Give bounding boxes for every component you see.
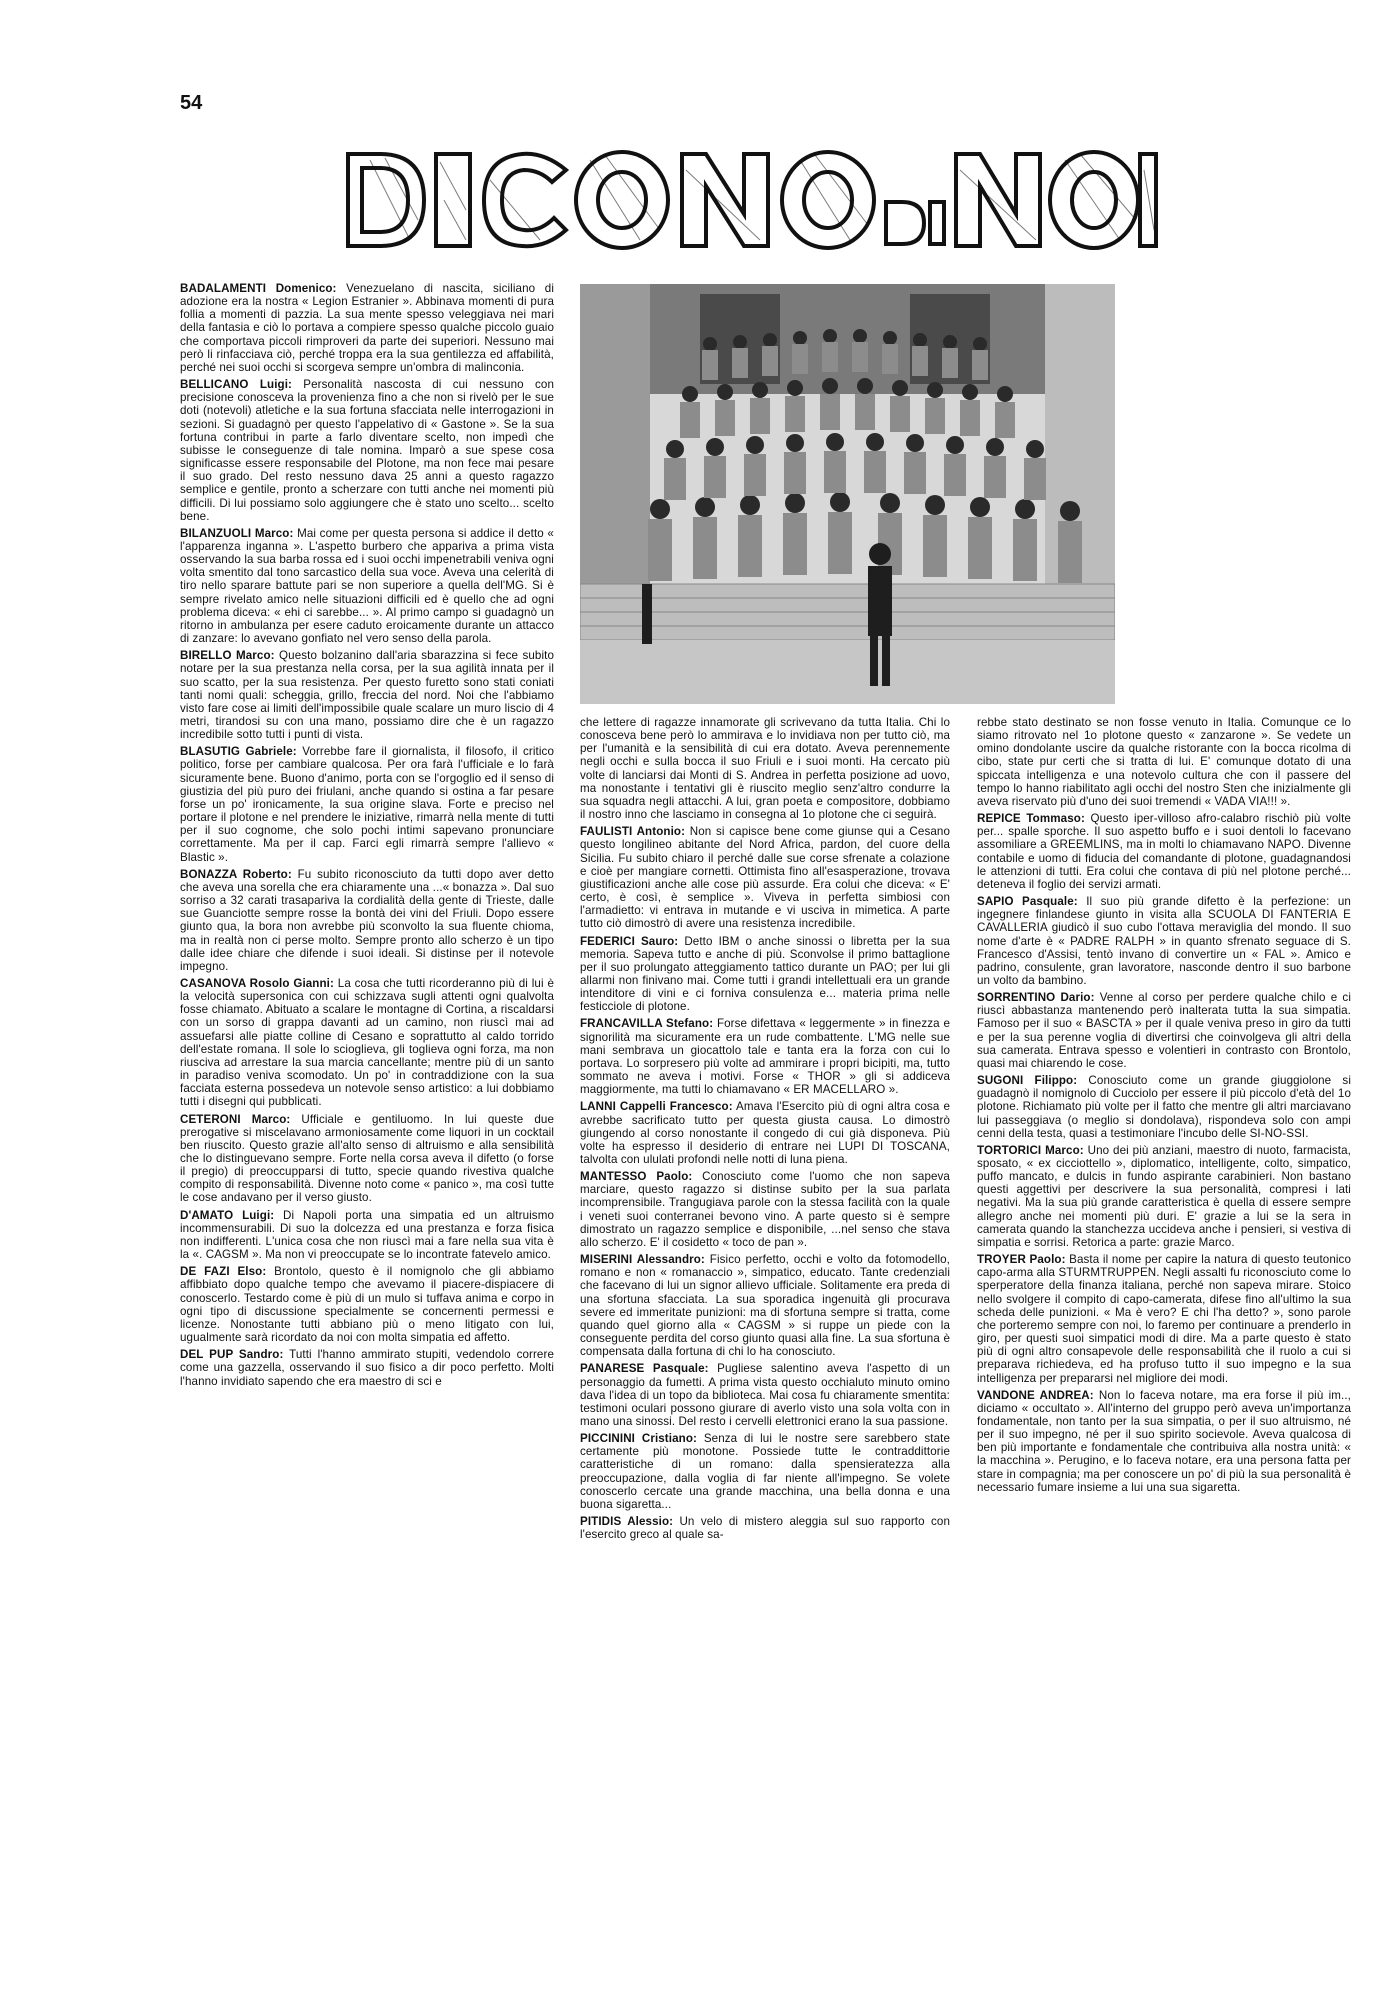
profile-text: che lettere di ragazze innamorate gli scrivevano da tutta Italia. Chi lo conosceva bene però lo ammirava e lo invidiava non per tutto ciò, ma per l'umanità e la sensibilità di cui era dotato. Aveva perennemente negli occhi e sulla bocca il suo Friuli e i suoi monti. Ha cercato più volte di lanciarsi dai Monti di S. Andrea in perfetta posizione ad uovo, ma nonostante i tentativi gli è riuscito meglio senz'altro condurre la sua squadra negli attacchi. A lui, gran poeta e compositore, dobbiamo il nostro inno che lasciamo in consegna al 1o plotone che ci seguirà. [580, 716, 950, 822]
profile-entry [977, 812, 1351, 891]
profile-entry [180, 378, 554, 523]
profile-name: CETERONI Marco: [180, 1112, 291, 1126]
profile-name: LANNI Cappelli Francesco: [580, 1100, 733, 1114]
profile-name: SAPIO Pasquale: [977, 895, 1078, 909]
profile-entry [977, 895, 1351, 987]
profile-entry [580, 1362, 950, 1428]
profile-name: BONAZZA Roberto: [180, 867, 292, 881]
profile-name: BADALAMENTI Domenico: [180, 282, 337, 295]
profile-text: Un velo di mistero aleggia sul suo rapporto con l'esercito greco al quale sa- [580, 1515, 950, 1542]
profile-text: Pugliese salentino aveva l'aspetto di un personaggio da fumetti. A prima vista questo occhialuto minuto omino dava l'idea di un topo da biblioteca. Mai cosa fu chiaramente smentita: testimoni oculari possono giurare di averlo visto una sola volta con in mano una sinossi. Del resto i cervelli elettronici erano la sua passione. [580, 1362, 950, 1428]
profile-name: FRANCAVILLA Stefano: [580, 1017, 714, 1031]
profile-entry [977, 1074, 1351, 1140]
page-title [340, 140, 1160, 260]
profile-name: REPICE Tommaso: [977, 812, 1085, 826]
profile-name: BELLICANO Luigi: [180, 378, 292, 392]
profile-entry [580, 716, 950, 821]
profile-name: VANDONE ANDREA: [977, 1388, 1094, 1402]
profile-text: Basta il nome per capire la natura di questo teutonico capo-arma alla STURMTRUPPEN. Negli assalti fu riconosciuto come lo sperperatore della finanza italiana, perché non sapeva mirare. Stoico nello svolgere il compito di capo-camerata, difese fino all'ultimo la sua scheda delle punizioni. « Ma è vero? E chi l'ha detto? », sono parole che porteremo sempre con noi, lo faremo per continuare a prenderlo in giro, per questi suoi simpatici modi di dire. Ma a parte questo è stato più di ogni altro consapevole delle responsabilità che il ruolo a cui si preparava richiedeva, ed ha profuso tutto il suo impegno e la sua intelligenza per prepararsi nel migliore dei modi. [977, 1253, 1351, 1385]
profile-text: Il suo più grande difetto è la perfezione: un ingegnere finlandese giunto in visita alla SCUOLA DI FANTERIA E CAVALLERIA giudicò il suo cubo l'ottava meraviglia del mondo. Il suo nome d'arte è « PADRE RALPH » in quanto sfrenato seguace di S. Francesco d'Assisi, tentò invano di convertire un « FAL ». Amico e padrino, consulente, gran lavoratore, nasconde dentro il suo barbone un volto da bambino. [977, 895, 1351, 987]
profile-name: FEDERICI Sauro: [580, 934, 679, 948]
profile-text: Questo iper-villoso afro-calabro rischiò più volte per... spalle sporche. Il suo aspetto buffo e i suoi dentoli lo facevano assomiliare a GREEMLINS, ma in molti lo chiamavano NAPO. Divenne contabile e uomo di fiducia del comandante di plotone, guadagnandosi le attenzioni di tutti. Era colui che contava di più nel plotone perché... deteneva il foglio dei servizi armati. [977, 812, 1351, 891]
group-photo [580, 284, 1115, 704]
profile-text: Conosciuto come l'uomo che non sapeva marciare, questo ragazzo si distinse subito per la sua parlata incomprensibile. Trangugiava parole con la stessa facilità con la quale i veneti suoi conterranei bevono vino. A parte questo si è sempre dimostrato un ragazzo semplice e disponibile, ...nel senso che stava allo scherzo. E' il cosidetto « toco de pan ». [580, 1170, 950, 1249]
page-number: 54 [180, 92, 203, 114]
article-column-2 [580, 716, 950, 1988]
profile-entry [180, 649, 554, 741]
profile-text: Mai come per questa persona si addice il detto « l'apparenza inganna ». L'aspetto burbero che appariva a prima vista osservando la sua barba rossa ed i suoi occhi impenetrabili veniva ogni volta smentito dal tono sarcastico della sua voce. Aveva una celerità di tiro nello sparare battute pari se non superiore a quella dell'MG. Si è sempre rivelato amico nelle situazioni difficili ed è quello che ad ogni problema diceva: « ehi ci sarebbe... ». Al primo campo si guadagnò un ritorno in ambulanza per esere caduto eroicamente durante un attacco di zanzare: lo avevano gonfiato nel vero senso della parola. [180, 526, 554, 646]
profile-name: BILANZUOLI Marco: [180, 526, 294, 540]
profile-text: Brontolo, questo è il nomignolo che gli abbiamo affibbiato dopo qualche tempo che avevamo il piacere-dispiacere di conoscerlo. Testardo come è più di un mulo si tuffava anima e corpo in ogni tipo di discussione specialmente se concernenti permessi e licenze. Nonostante tutti abbiano più o meno litigato con lui, ugualmente sarà ricordato da noi con molta simpatia ed affetto. [180, 1265, 554, 1345]
profile-text: Detto IBM o anche sinossi o libretta per la sua memoria. Sapeva tutto e anche di più. Sconvolse il primo battaglione per il suo prolungato atteggiamento tattico durante un PAO; per lui gli allarmi non finivano mai. Come tutti i grandi intellettuali era un grande intenditore di vini e ci forniva consulenza e... materia prima nelle festicciole di plotone. [580, 934, 950, 1014]
profile-text: Fu subito riconosciuto da tutti dopo aver detto che aveva una sorella che era chiaramente una ...« bonazza ». Dal suo sorriso a 32 carati trasapariva la cordialità della gente di Trieste, dalle sue Guanciotte sempre rosse la bontà dei vini del Friuli. Dopo essere giunto qua, la bora non avrebbe più sconvolto la sua fluente chioma, ma in realtà non ci perse molto. Sempre pronto allo scherzo è un tipo dalle idee chiare che difende i suoi ideali. Si distinse per il notevole impegno. [180, 867, 554, 973]
profile-name: SORRENTINO Dario: [977, 991, 1095, 1005]
profile-entry [580, 1100, 950, 1166]
profile-entry [180, 868, 554, 973]
profile-text: Di Napoli porta una simpatia ed un altruismo incommensurabili. Di suo la dolcezza ed una prestanza e forza fisica non indifferenti. L'unica cosa che non riuscì mai a fare nella sua vita è la «. CAGSM ». Ma non vi preoccupate se lo incontrate fatevelo amico. [180, 1208, 554, 1262]
profile-entry [977, 1144, 1351, 1249]
group-photo-icon [580, 284, 1115, 704]
profile-entry [580, 1017, 950, 1096]
profile-text: Vorrebbe fare il giornalista, il filosofo, il critico politico, forse per cambiare qualcosa. Per ora farà l'ufficiale e lo farà sicuramente bene. Buono d'animo, porta con se l'orgoglio ed il senso di giustizia del più puro dei friulani, anche quando si ostina a far pesare forse un po' ironicamente, la sua origine slava. Forte e preciso nel portare il plotone e nel prendere le iniziative, rimarrà nella mente di tutti per il suo cognome, che solo pochi intimi sapevano pronunciare correttamente. Ma per il cap. Farci egli rimarrà sempre l'allievo « Blastic ». [180, 745, 554, 864]
profile-text: La cosa che tutti ricorderanno più di lui è la velocità supersonica con cui schizzava sugli attenti ogni qualvolta fosse chiamato. Abituato a scalare le montagne di Cortina, a riscaldarsi con un sorso di grappa davanti ad un camino, non riuscì mai ad assuefarsi alle piatte colline di Cesano e soprattutto al caldo torrido dell'estate romana. Il sole lo scioglieva, gli toglieva ogni forza, ma non riusciva ad arrestare la sua marcia cancellante; mentre più di un santo in paradiso veniva scomodato. Un po' in contraddizione con la sua facciata esterna possedeva un notevole senso artistico: a lui dobbiamo tutti i disegni qui pubblicati. [180, 976, 554, 1109]
profile-text: Personalità nascosta di cui nessuno con precisione conosceva la provenienza fino a che non si rivelò per le sue doti (notevoli) atletiche e la sua fortuna sfacciata nelle interrogazioni in sezioni. Si guadagnò per questo l'appelativo di « Gastone ». Se la sua fortuna contribui in parte a farlo diventare scelto, non impedì che subisse le conseguenze di tale nomina. Imparò a sue spese cosa significasse essere responsabile del Plotone, ma non fece mai pesare il suo grado. Del resto nessuno dava 25 anni a questo ragazzo semplice e gentile, pronto a scherzare con tutti anche nei momenti più difficili. Di lui possiamo solo aggiungere che è stato uno scelto... scelto bene. [180, 378, 554, 523]
article-column-3 [977, 716, 1351, 1988]
profile-text: Non lo faceva notare, ma era forse il più im.., diciamo « occultato ». All'interno del gruppo però aveva un'importanza fondamentale, non tanto per la sua simpatia, o per il suo altruismo, né per il suo impegno, né per il suo spirito socievole. Aveva qualcosa di ben più importante e fondamentale che contribuiva alla nostra unità: « la macchina ». Perugino, e lo faceva notare, era una persona fatta per stare in compagnia; ma per conoscere un po' di più la sua personalità è necessario fumare insieme a lui una sua sigaretta. [977, 1388, 1351, 1494]
profile-name: BIRELLO Marco: [180, 649, 275, 663]
profile-text: Forse difettava « leggermente » in finezza e signorilità ma sicuramente era un rude combattente. L'MG nelle sue mani sembrava un giocattolo tale e tanta era la forza con cui lo portava. Lo sorpresero più volte ad ammirare i propri bicipiti, ma, tutto sommato ne aveva i motivi. Forse « THOR » gli si addiceva maggiormente, ma tutti lo chiamavano « ER MACELLARO ». [580, 1017, 950, 1097]
profile-name: TROYER Paolo: [977, 1253, 1066, 1267]
profile-entry [180, 282, 554, 374]
profile-name: D'AMATO Luigi: [180, 1208, 275, 1222]
profile-text: rebbe stato destinato se non fosse venuto in Italia. Comunque ce lo siamo ritrovato nel 1o plotone questo « zanzarone ». Se vedete un omino dondolante uscire da qualche ristorante con la bocca ricolma di cibo, state pur certi che si tratta di lui. E' comunque dotato di una spiccata intelligenza e una notevolo cultura che con il passere del tempo lo hanno riabilitato agli occhi del nostro Sten che inizialmente gli aveva riservato più d'uno dei suoi tremendi « VADA VIA!!! ». [977, 716, 1351, 808]
profile-entry [180, 977, 554, 1109]
profile-entry [580, 825, 950, 930]
profile-name: DE FAZI Elso: [180, 1265, 267, 1279]
profile-entry [580, 1170, 950, 1249]
profile-text: Senza di lui le nostre sere sarebbero state certamente più monotone. Possiede tutte le contraddittorie caratteristiche di un romano: dalla spensieratezza alla preoccupazione, dalla voglia di far niente all'impegno. Se volete conoscerlo cercate una grande macchina, una bella donna e una buona sigaretta... [580, 1432, 950, 1511]
profile-name: DEL PUP Sandro: [180, 1348, 284, 1362]
title-lettering-icon [340, 140, 1160, 260]
profile-entry [580, 935, 950, 1014]
profile-entry [180, 527, 554, 645]
profile-text: Tutti l'hanno ammirato stupiti, vedendolo correre come una gazzella, osservando il suo fisico a dir poco perfetto. Molti l'hanno invidiato sapendo che era maestro di sci e [180, 1348, 554, 1388]
profile-entry [180, 745, 554, 863]
profile-name: CASANOVA Rosolo Gianni: [180, 976, 334, 990]
profile-entry [180, 1265, 554, 1344]
profile-name: SUGONI Filippo: [977, 1074, 1078, 1088]
profile-entry [580, 1515, 950, 1541]
profile-entry [180, 1348, 554, 1387]
profile-entry [580, 1253, 950, 1358]
profile-name: MISERINI Alessandro: [580, 1253, 705, 1267]
profile-text: Amava l'Esercito più di ogni altra cosa e avrebbe sacrificato tutto per questa giusta causa. Lo dimostrò giungendo al corso nonostante il congedo di cui già disponeva. Più volte ha espresso il desiderio di entrare nei LUPI DI TOSCANA, talvolta con ululati profondi nelle notti di luna piena. [580, 1100, 950, 1166]
profile-text: Uno dei più anziani, maestro di nuoto, farmacista, sposato, « ex cicciottello », diplomatico, intelligente, colto, simpatico, puffo mancato, e dulcis in fundo aspirante carabinieri. Non bastano questi aggettivi per descrivere la sua personalità, compresi i lati negativi. Ma la sua più grande caratteristica è quella di essere sempre allegro anche nei momenti più duri. E' grazie a lui se la sera in camerata quando la stanchezza uccideva anche i pensieri, si vestiva di simpatia e sorrisi. Retorica a parte: grazie Marco. [977, 1143, 1351, 1249]
profile-entry [580, 1432, 950, 1511]
profile-entry [977, 991, 1351, 1070]
profile-text: Venezuelano di nascita, siciliano di adozione era la nostra « Legion Estranier ». Abbinava momenti di pura follia a momenti di pazzia. La sua mente spesso veleggiava nei mari della fantasia e ciò lo portava a compiere spesso qualche piccolo guaio che comportava piccoli rimproveri da parte dei superiori. Nessuno mai però li rinfacciava ciò, perché troppa era la sua gentilezza ed affabilità, perché nei suoi occhi si scorgeva sempre un'ombra di malinconia. [180, 282, 554, 374]
profile-entry [180, 1209, 554, 1262]
profile-name: MANTESSO Paolo: [580, 1170, 693, 1184]
profile-text: Conosciuto come un grande giuggiolone si guadagnò il nomignolo di Cucciolo per essere il più piccolo d'età del 1o plotone. Richiamato più volte per il fatto che mentre gli altri marciavano lui passeggiava (o meglio si dondolava), rispondeva solo con ampi cenni della testa, quasi a testimoniare l'incubo delle SI-NO-SSI. [977, 1074, 1351, 1140]
profile-text: Venne al corso per perdere qualche chilo e ci riuscì abbastanza mantenendo però inalterata tutta la sua simpatia. Famoso per il suo « BASCTA » per il quale veniva preso in giro da tutti e per la sua perenne voglia di divertirsi che coinvolgeva gli altri della sua camerata. Entrava spesso e volentieri in contrasto con Brontolo, quasi mai chiarendo le cose. [977, 991, 1351, 1070]
profile-entry [977, 716, 1351, 808]
profile-name: PICCININI Cristiano: [580, 1432, 697, 1446]
profile-name: FAULISTI Antonio: [580, 825, 686, 839]
article-column-1 [180, 282, 554, 1988]
profile-name: PANARESE Pasquale: [580, 1362, 709, 1376]
profile-name: BLASUTIG Gabriele: [180, 745, 297, 759]
profile-entry [977, 1389, 1351, 1494]
profile-name: TORTORICI Marco: [977, 1143, 1084, 1157]
profile-text: Questo bolzanino dall'aria sbarazzina si fece subito notare per la sua prestanza nella corsa, per la sua agilità innata per il suo scatto, per la sua resistenza. Per questo furetto sono stati coniati tanti nomi quali: scheggia, grillo, freccia del nord. Noi che l'abbiamo visto fare cose ai limiti dell'impossibile quale scalare un muro liscio di 4 metri, tirandosi su con una mano, possiamo dire che è un ragazzo incredibile sotto tutti i punti di vista. [180, 649, 554, 742]
profile-name: PITIDIS Alessio: [580, 1515, 674, 1529]
profile-text: Fisico perfetto, occhi e volto da fotomodello, romano e non « romanaccio », simpatico, educato. Tante credenziali che facevano di lui un signor allievo ufficiale. Solitamente era preda di una sfortuna sfacciata. La sua sporadica ingenuità gli procurava severe ed immeritate punizioni: ma di sfortuna sempre si tratta, come quando quel giorno alla « CAGSM » si ruppe un piede con la conseguente perdita del corso giunto quasi alla fine. La sua sfortuna è compensata dalla fortuna di chi lo ha conosciuto. [580, 1253, 950, 1359]
profile-entry [977, 1253, 1351, 1385]
profile-entry [180, 1113, 554, 1205]
profile-text: Non si capisce bene come giunse qui a Cesano questo longilineo abitante del Nord Africa, pardon, del cuore della Sicilia. Fu subito chiaro il perché dalle sue corse sfrenate a colazione e cioè per mangiare cornetti. Ottimista fino all'esasperazione, trovava giustificazioni anche alle cose più assurde. Era colui che diceva: « E' certo, è così, è semplice ». Viveva in perfetta simbiosi con l'armadietto: vi entrava in mutande e vi usciva in mimetica. A parte tutto ciò dimostrò di avere una resistenza incredibile. [580, 825, 950, 931]
profile-text: Ufficiale e gentiluomo. In lui queste due prerogative si miscelavano armoniosamente come liquori in un cocktail ben riuscito. Questo grazie all'alto senso di altruismo e alla sensibilità che lo distinguevano sempre. Forte nella corsa aveva il difetto (o forse il pregio) di preoccupparsi di tutto, specie quando rivestiva qualche compito di responsabilità. Divenne noto come « panico », ma così tutte le cose andavano per il verso giusto. [180, 1112, 554, 1205]
